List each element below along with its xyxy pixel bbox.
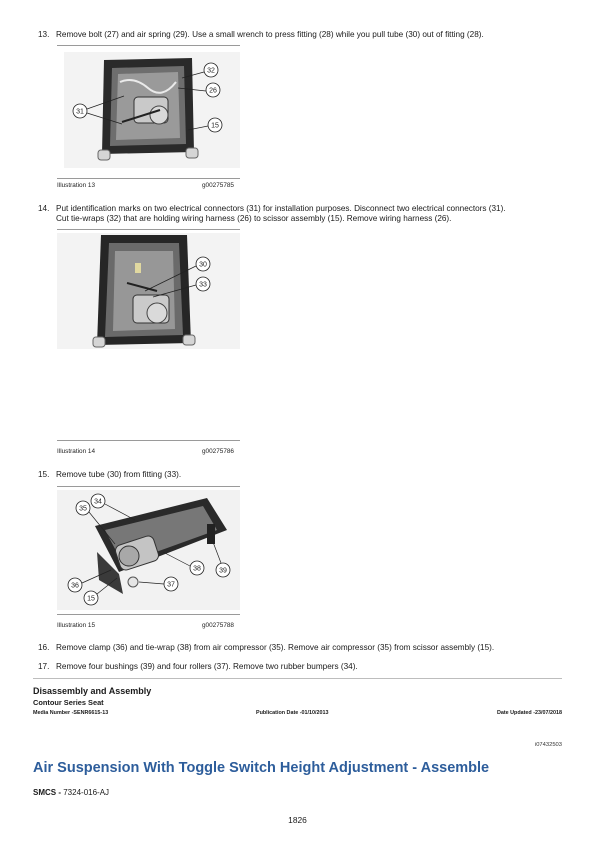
callout-label: 32 [207,67,215,75]
callout-label: 15 [211,122,219,130]
callout-label: 15 [87,595,95,603]
callout-label: 26 [209,87,217,95]
callout-label: 36 [71,582,79,590]
step-text: Remove four bushings (39) and four rollers (37). Remove two rubber bumpers (34). [56,662,358,671]
footer-subtitle: Contour Series Seat [33,698,104,707]
smcs-line [33,788,109,797]
illustration-bottom-rule [57,614,240,615]
step-number: 13. [38,30,50,39]
footer-divider [33,678,562,679]
illustration-top-rule [57,229,240,230]
callout-label: 31 [76,108,84,116]
illustration-15-image [57,490,240,610]
date-updated: Date Updated -23/07/2018 [496,710,562,716]
step-13 [38,29,578,41]
illustration-13-image [64,52,240,168]
document-id: i07432503 [534,742,562,748]
illustration-15-code: g00275788 [202,622,234,629]
illustration-15-label: Illustration 15 [57,622,96,629]
illustration-14-code: g00275786 [202,448,234,455]
callout-label: 38 [193,565,201,573]
step-text: Remove tube (30) from fitting (33). [56,470,182,479]
step-text-line-1: Put identification marks on two electrical connectors (31) for installation purposes. Disconnect two electrical connectors (31). [56,204,506,213]
illustration-bottom-rule [57,440,240,441]
page-number: 1826 [288,815,307,825]
step-14 [38,203,578,227]
illustration-top-rule [57,45,240,46]
illustration-13-label: Illustration 13 [57,182,96,189]
step-17 [38,661,578,673]
smcs-label: SMCS - [33,788,61,797]
callout-label: 33 [199,281,207,289]
callout-label: 30 [199,261,207,269]
footer-title: Disassembly and Assembly [33,686,152,696]
step-number: 15. [38,470,50,479]
smcs-code: 7324-016-AJ [63,788,110,797]
step-number: 17. [38,662,50,671]
section-title: Air Suspension With Toggle Switch Height Adjustment - Assemble [33,760,490,776]
illustration-top-rule [57,486,240,487]
illustration-bottom-rule [57,178,240,179]
step-16 [38,642,578,654]
step-number: 14. [38,204,50,213]
step-15 [38,469,578,481]
step-number: 16. [38,643,50,652]
callout-label: 35 [79,505,87,513]
callout-label: 39 [219,567,227,575]
callout-label: 34 [94,498,102,506]
step-text: Remove bolt (27) and air spring (29). Use a small wrench to press fitting (28) while you pull tube (30) out of fitting (28). [56,30,484,39]
publication-date: Publication Date -01/10/2013 [256,710,329,716]
media-number: Media Number -SENR6615-13 [33,710,109,716]
step-text-line-2: Cut tie-wraps (32) that are holding wiring harness (26) to scissor assembly (15). Remove wiring harness (26). [56,214,452,223]
step-text: Remove clamp (36) and tie-wrap (38) from air compressor (35). Remove air compressor (35) from scissor assembly (15). [56,643,495,652]
callout-label: 37 [167,581,175,589]
illustration-14-image [57,233,240,349]
illustration-13-code: g00275785 [202,182,234,189]
illustration-14-label: Illustration 14 [57,448,96,455]
